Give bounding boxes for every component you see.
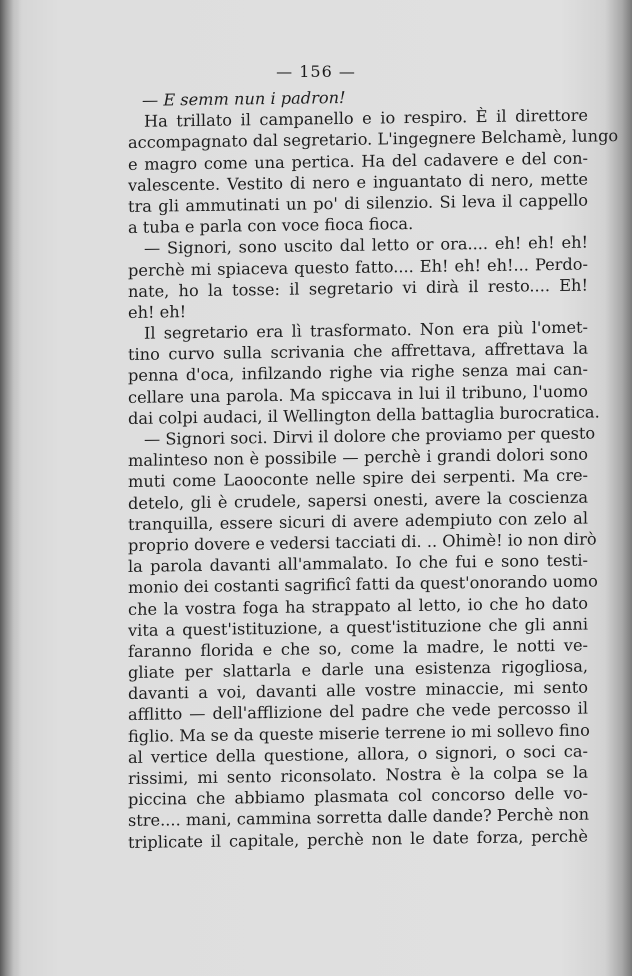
text-line: eh! eh! — [128, 302, 187, 322]
text-line: dai colpi audaci, il Wellington della battaglia burocratica. — [128, 402, 600, 428]
text-line: muti come Laooconte nelle spire dei serpenti. Ma cre- — [128, 465, 588, 492]
text-line: piccina che abbiamo plasmata col concorso delle vo- — [128, 783, 588, 810]
text-line: tranquilla, essere sicuri di avere adempiuto con zelo al — [128, 508, 588, 534]
text-line: rissimi, mi sento riconsolato. Nostra è la colpa se la — [128, 762, 588, 788]
text-line: davanti a voi, davanti alle vostre minaccie, mi sento — [128, 677, 588, 704]
text-line: detelo, gli è crudele, sapersi onesti, avere la coscienza — [128, 487, 588, 513]
body-text — [128, 84, 619, 853]
text-line: a tuba e parla con voce fioca fioca. — [128, 214, 414, 238]
text-line: proprio dovere e vedersi tacciati di. .. Ohimè! io non dirò — [128, 529, 597, 555]
text-line: stre.... mani, cammina sorretta dalle dande? Perchè non — [128, 804, 590, 831]
text-line: gliate per slattarla e darle una esistenza rigogliosa, — [128, 656, 588, 683]
text-line: figlio. Ma se da queste miserie terrene io mi sollevo fino — [128, 720, 590, 746]
text-line: tino curvo sulla scrivania che affrettava, affrettava la — [128, 338, 588, 365]
text-line: cellare una parola. Ma spiccava in lui il tribuno, l'uomo — [128, 381, 588, 407]
text-line: faranno florida e che so, come la madre, le notti ve- — [128, 635, 588, 661]
text-line: perchè mi spiaceva questo fatto.... Eh! eh! eh!... Perdo- — [128, 254, 588, 280]
text-line: penna d'oca, infilzando righe via righe senza mai can- — [128, 360, 588, 386]
text-line: nate, ho la tosse: il segretario vi dirà il resto.... Eh! — [128, 275, 588, 301]
text-line: al vertice della questione, allora, o signori, o soci ca- — [128, 741, 588, 767]
text-line: Ha trillato il campanello e io respiro. È il direttore — [144, 105, 588, 131]
text-line: accompagnato dal segretario. L'ingegnere Belchamè, lungo — [128, 126, 619, 153]
text-line: monio dei costanti sagrificî fatti da quest'onorando uomo — [128, 571, 598, 598]
text-line: e magro come una pertica. Ha del cadavere e del con- — [128, 148, 588, 174]
text-line: afflitto — dell'afflizione del padre che vede percosso il — [128, 699, 588, 725]
text-line: la parola davanti all'ammalato. Io che fui e sono testi- — [128, 550, 588, 577]
text-line: vita a quest'istituzione, a quest'istituzione che gli anni — [128, 614, 588, 640]
text-line: Il segretario era lì trasformato. Non era più l'omet- — [144, 317, 588, 343]
text-line: malinteso non è possibile — perchè i grandi dolori sono — [128, 444, 588, 471]
text-line: — Signori, sono uscito dal letto or ora.... eh! eh! eh! — [144, 232, 588, 259]
book-gutter-shadow — [0, 0, 22, 976]
page-number: — 156 — — [276, 62, 356, 81]
text-line: valescente. Vestito di nero e inguantato di nero, mette — [128, 169, 588, 195]
text-line: — Signori soci. Dirvi il dolore che proviamo per questo — [144, 423, 596, 449]
text-line: che la vostra foga ha strappato al letto, io che ho dato — [128, 593, 588, 619]
text-line: tra gli ammutinati un po' di silenzio. Si leva il cappello — [128, 190, 588, 216]
text-line: — E semm nun i padron! — [142, 87, 346, 110]
text-line: triplicate il capitale, perchè non le date forza, perchè — [128, 826, 588, 852]
